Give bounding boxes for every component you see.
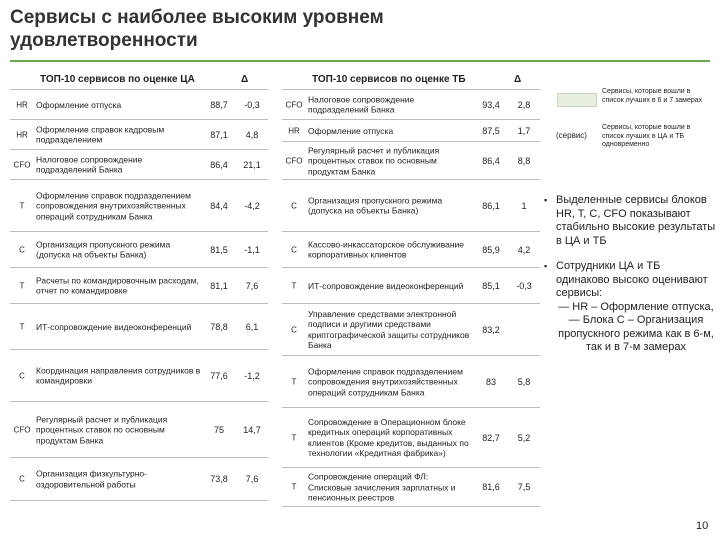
score-value: 81,5 xyxy=(210,244,228,255)
bullet-stable-results: ▪ Выделенные сервисы блоков HR, T, C, CFO показывают стабильно высокие результаты в ЦА и ТБ xyxy=(544,194,716,248)
right-delta-header: Δ xyxy=(514,74,522,85)
score-delta: -1,2 xyxy=(244,370,260,381)
title-divider xyxy=(10,60,710,62)
service-name: Налоговое сопровождение подразделений Банка xyxy=(308,94,415,115)
service-name: Сопровождение операций ФЛ: Списковые зачисления зарплатных и пенсионных реестров xyxy=(308,471,456,503)
service-name: Организация пропускного режима (допуска на объекты Банка) xyxy=(308,195,443,216)
page-title: Сервисы с наиболее высоким уровнем удовлетворенности xyxy=(10,7,384,51)
table-row xyxy=(10,231,268,267)
service-name: Сопровождение в Операционном блоке кредитных операций корпоративных клиентов (Кроме кредитов, выданных по технологии «Кредитная фабрика») xyxy=(308,416,469,458)
score-value: 73,8 xyxy=(210,474,228,484)
table-row xyxy=(282,119,540,141)
service-name: ИТ-сопровождение видеоконференций xyxy=(36,321,192,332)
score-delta: -1,1 xyxy=(244,244,260,255)
score-delta: 7,6 xyxy=(245,280,259,291)
score-delta: 8,8 xyxy=(517,155,531,166)
service-name: Расчеты по командировочным расходам, отчет по командировке xyxy=(36,275,199,296)
service-name: Кассово-инкассаторское обслуживание корпоративных клиентов xyxy=(308,239,465,260)
table-row xyxy=(282,231,540,267)
block-code: CFO xyxy=(285,156,303,165)
block-code: T xyxy=(291,482,297,492)
service-name: Оформление справок подразделением сопровождения внутрихозяйственных операций сотрудникам Банка xyxy=(308,365,463,397)
score-delta: 1,7 xyxy=(517,125,531,136)
score-value: 87,1 xyxy=(210,129,228,140)
block-code: T xyxy=(291,281,297,290)
table-row xyxy=(10,267,268,303)
block-code: T xyxy=(19,201,25,210)
score-delta: 1 xyxy=(521,200,527,211)
score-delta: -0,3 xyxy=(516,280,532,291)
service-name: Оформление отпуска xyxy=(308,125,394,136)
table-row xyxy=(10,349,268,401)
table-row xyxy=(282,267,540,303)
table-row xyxy=(282,141,540,179)
table-row xyxy=(282,179,540,231)
score-value: 77,6 xyxy=(210,370,228,381)
score-value: 93,4 xyxy=(482,99,500,110)
score-delta: 6,1 xyxy=(245,321,259,332)
score-delta: 4,2 xyxy=(517,244,531,255)
left-delta-header: Δ xyxy=(241,74,249,85)
bullet-sub-c: — Блока C – Организация пропускного режима как в 6-м, так и в 7-м замерах xyxy=(558,314,714,353)
summary-bullets xyxy=(544,194,716,355)
block-code: CFO xyxy=(285,100,303,109)
service-name: Регулярный расчет и публикация процентных ставок по основным продуктам Банка xyxy=(308,144,440,176)
table-row xyxy=(282,355,540,407)
block-code: C xyxy=(291,245,297,254)
table-row xyxy=(282,407,540,467)
table-row xyxy=(282,89,540,119)
service-name: Управление средствами электронной подписи и другими средствами криптографической защиты сотрудников Банка xyxy=(308,308,470,350)
service-name: ИТ-сопровождение видеоконференций xyxy=(308,280,464,291)
legend-highlight-text: Сервисы, которые вошли в список лучших в 6 и 7 замерах xyxy=(602,88,703,104)
service-name: Регулярный расчет и публикация процентных ставок по основным продуктам Банка xyxy=(36,413,168,445)
block-code: HR xyxy=(288,126,300,135)
table-row xyxy=(10,149,268,179)
score-delta: 4,8 xyxy=(245,129,259,140)
service-name: Налоговое сопровождение подразделений Банка xyxy=(36,154,143,175)
block-code: HR xyxy=(16,100,28,109)
table-row xyxy=(10,457,268,501)
service-name: Организация физкультурно-оздоровительной работы xyxy=(36,468,147,489)
block-code: T xyxy=(291,377,297,386)
score-value: 82,7 xyxy=(482,432,500,443)
legend-paren-label: (сервис) xyxy=(556,131,587,140)
table-row xyxy=(282,303,540,355)
score-delta: 7,5 xyxy=(517,482,531,492)
legend-highlight-swatch xyxy=(557,93,597,107)
block-code: T xyxy=(19,322,25,331)
service-name: Организация пропускного режима (допуска на объекты Банка) xyxy=(36,239,171,260)
score-value: 81,6 xyxy=(482,482,500,492)
table-row xyxy=(10,401,268,457)
service-name: Оформление справок подразделением сопровождения внутрихозяйственных операций сотрудникам Банка xyxy=(36,189,191,221)
block-code: T xyxy=(291,433,297,442)
legend-paren-text: Сервисы, которые вошли в список лучших в ЦА и ТБ одновременно xyxy=(602,124,691,148)
score-delta: 2,8 xyxy=(517,99,531,110)
score-delta: -4,2 xyxy=(244,200,260,211)
service-name: Оформление справок кадровым подразделением xyxy=(36,124,165,145)
table-row xyxy=(10,89,268,119)
score-delta: 5,8 xyxy=(517,376,531,387)
table-row xyxy=(10,179,268,231)
bullet-equal-ratings: ▪ Сотрудники ЦА и ТБ одинаково высоко оценивают сервисы: xyxy=(544,260,716,301)
score-value: 87,5 xyxy=(482,125,500,136)
block-code: CFO xyxy=(13,160,31,169)
score-value: 86,4 xyxy=(482,155,500,166)
score-delta: -0,3 xyxy=(244,99,260,110)
block-code: C xyxy=(19,371,25,380)
block-code: C xyxy=(291,325,297,334)
block-code: CFO xyxy=(13,425,31,434)
score-value: 83 xyxy=(485,376,496,387)
right-table-header: ТОП-10 сервисов по оценке ТБ xyxy=(312,74,466,85)
block-code: T xyxy=(19,281,25,290)
block-code: C xyxy=(291,201,297,210)
score-value: 86,4 xyxy=(210,159,228,170)
service-name: Координация направления сотрудников в командировки xyxy=(36,365,201,386)
table-row xyxy=(10,119,268,149)
block-code: C xyxy=(19,474,25,484)
score-value: 85,1 xyxy=(482,280,500,291)
score-delta: 5,2 xyxy=(517,432,531,443)
score-value: 85,9 xyxy=(482,244,500,255)
score-value: 78,8 xyxy=(210,321,228,332)
page-number: 10 xyxy=(696,520,709,532)
score-value: 75 xyxy=(213,424,224,435)
left-table-header: ТОП-10 сервисов по оценке ЦА xyxy=(40,74,195,85)
bullet-sub-hr: — HR – Оформление отпуска, xyxy=(558,300,714,313)
table-row xyxy=(282,467,540,507)
block-code: HR xyxy=(16,130,28,139)
score-value: 88,7 xyxy=(210,99,228,110)
score-delta: 7,6 xyxy=(245,474,259,484)
service-name: Оформление отпуска xyxy=(36,99,122,110)
score-value: 81,1 xyxy=(210,280,228,291)
block-code: C xyxy=(19,245,25,254)
score-delta: 14,7 xyxy=(243,424,261,435)
score-delta: 21,1 xyxy=(243,159,261,170)
table-row xyxy=(10,303,268,349)
score-value: 83,2 xyxy=(482,324,500,335)
score-value: 86,1 xyxy=(482,200,500,211)
score-value: 84,4 xyxy=(210,200,228,211)
